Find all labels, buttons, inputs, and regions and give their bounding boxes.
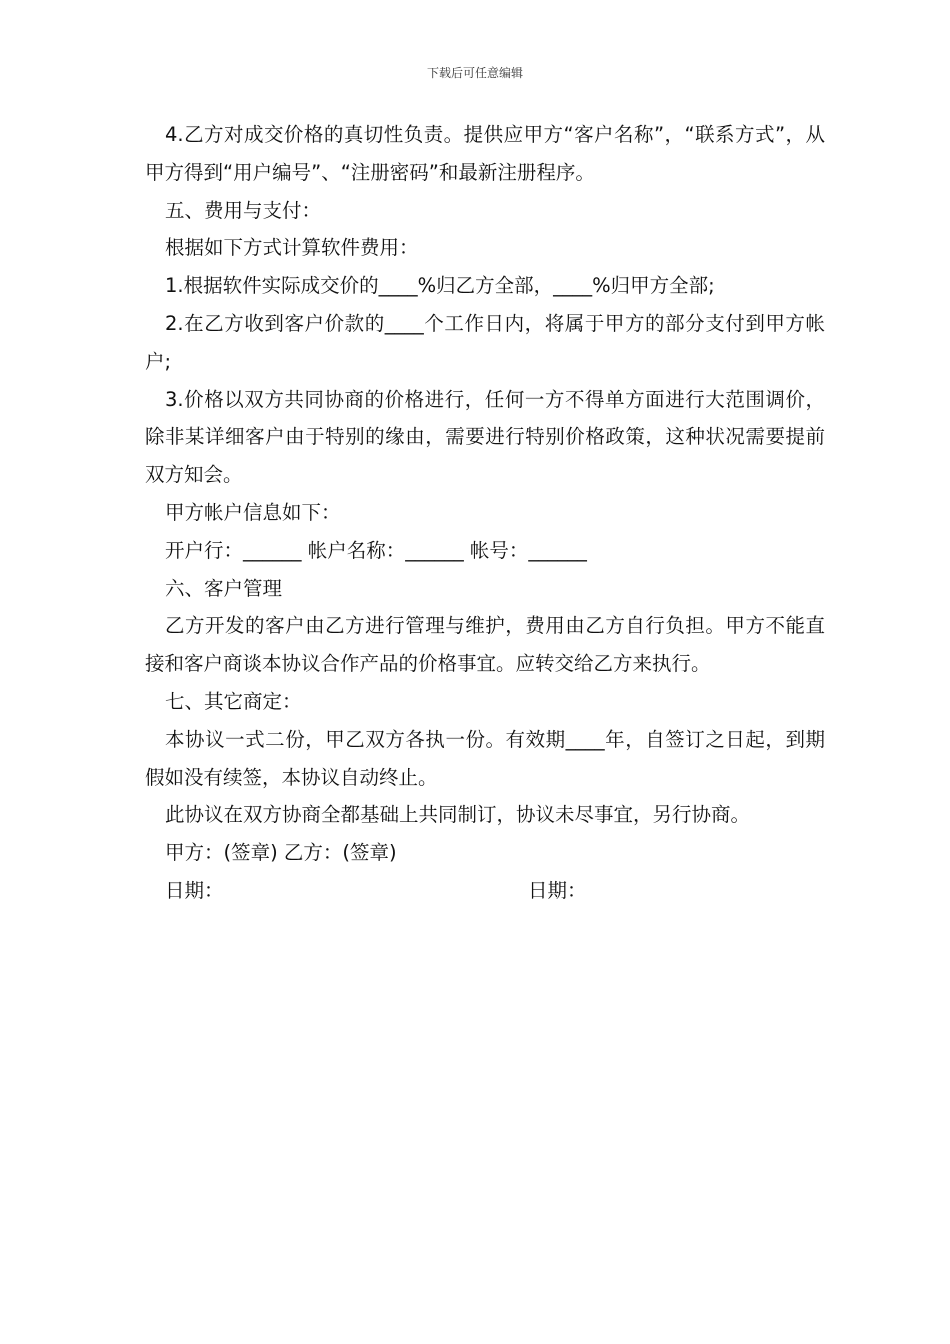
date-party-a: 日期： [165,878,224,902]
section-5-item-2: 2.在乙方收到客户价款的____个工作日内，将属于甲方的部分支付到甲方帐户; [145,311,825,373]
page-header-note: 下载后可任意编辑 [426,66,523,80]
section-7-body-1: 本协议一式二份，甲乙双方各执一份。有效期____年，自签订之日起，到期假如没有续签，本协议自动终止。 [145,727,825,789]
account-info-line: 开户行：______ 帐户名称：______ 帐号：______ [165,538,587,562]
document-body [145,116,825,910]
section-5-item-1: 1.根据软件实际成交价的____%归乙方全部，____%归甲方全部; [165,274,715,298]
section-5-intro: 根据如下方式计算软件费用： [165,236,419,260]
clause-item-4: 4.乙方对成交价格的真切性负责。提供应甲方“客户名称”，“联系方式”，从甲方得到“用户编号”、“注册密码”和最新注册程序。 [145,123,825,184]
section-6-title: 六、客户管理 [165,576,283,600]
section-6-body: 乙方开发的客户由乙方进行管理与维护，费用由乙方自行负担。甲方不能直接和客户商谈本协议合作产品的价格事宜。应转交给乙方来执行。 [145,614,825,676]
section-5-title: 五、费用与支付： [165,198,322,222]
date-party-b: 日期： [528,878,587,902]
section-7-title: 七、其它商定： [165,689,302,713]
signature-line: 甲方：(签章) 乙方：(签章) [165,841,397,865]
date-row [145,872,825,910]
section-7-body-2: 此协议在双方协商全都基础上共同制订，协议未尽事宜，另行协商。 [165,803,751,827]
account-info-title: 甲方帐户信息如下： [165,500,341,524]
section-5-item-3: 3.价格以双方共同协商的价格进行，任何一方不得单方面进行大范围调价，除非某详细客户由于特别的缘由，需要进行特别价格政策，这种状况需要提前双方知会。 [145,387,825,487]
